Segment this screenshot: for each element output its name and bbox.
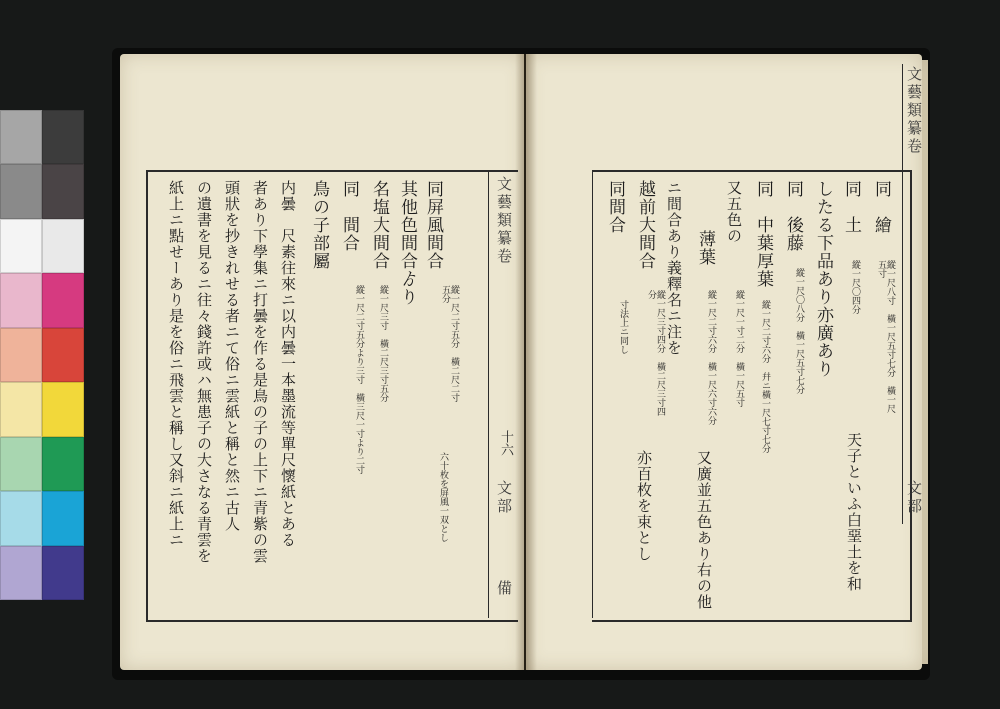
col-echizen: 越前大間合 [635, 180, 655, 270]
col-goto-note: 縱一尺〇八分 橫一尺五寸七分 [794, 268, 804, 394]
col-chuyo-note: 縱一尺二寸六分 幷ニ橫一尺七寸七分 [760, 300, 770, 453]
col-text5: 紙上ニ點せーあり是を俗ニ飛雲と稱し又斜ニ紙上ニ [167, 180, 185, 548]
swatch [42, 110, 84, 164]
col-sono-ta: 其他色間合ゟり [397, 180, 417, 306]
swatch [42, 491, 84, 545]
swatch [42, 273, 84, 327]
swatch [0, 382, 42, 436]
col-gebon: したる下品あり亦廣あり [813, 180, 833, 378]
swatch [0, 328, 42, 382]
col-echizen-note: 縱一尺三寸四分 橫二尺三寸四分 [646, 290, 665, 416]
left-section-label: 文部 [495, 480, 513, 516]
left-page-number: 十六 [498, 430, 513, 456]
col-torinoko: 鳥の子部屬 [309, 180, 329, 270]
col-nashio: 名塩大間合 [369, 180, 389, 270]
right-section-label: 文部 [905, 480, 923, 516]
swatch [0, 491, 42, 545]
col-goshiki-note: 縱一尺一寸二分 橫一尺五寸 [734, 290, 744, 407]
swatch [0, 164, 42, 218]
col-text3: 頭狀を抄きれせる者ニて俗ニ雲紙と稱と然ニ古人 [223, 180, 241, 532]
col-tsuchi-note: 縱一尺〇四分 [850, 260, 860, 314]
swatch [42, 164, 84, 218]
col-maai: ニ間合あり義釋名ニ注を [665, 180, 683, 356]
col-byobu: 同屏風間合 [423, 180, 443, 270]
col-ma: 同 間合 [339, 180, 359, 252]
right-frame-left-rule [592, 170, 593, 618]
right-margin-title: 文藝類纂卷 [905, 66, 923, 156]
col-chuyo: 同 中葉厚葉 [753, 180, 773, 288]
left-section-end: 備 [495, 580, 513, 598]
col-kai: 同 繪 [871, 180, 891, 234]
col-goto: 同 後藤 [783, 180, 803, 252]
col-tsuchi: 同 土 [841, 180, 861, 234]
right-margin-rule [902, 64, 903, 524]
swatch [0, 219, 42, 273]
col-kai-note: 縱一尺八寸 橫一尺五寸七分 橫一尺五寸 [876, 260, 895, 413]
col-text2: 者あり下學集ニ打曇を作る是鳥の子の上下ニ青紫の雲 [251, 180, 269, 564]
col-tsuchi-tail: 天子といふ白堊土を和 [845, 432, 863, 592]
col-text1: 内曇 尺素往來ニ以内曇一本墨流等單尺懷紙とある [279, 180, 297, 548]
swatch [42, 437, 84, 491]
col-byobu-note2: 六十枚を屏風一双とし [438, 452, 448, 542]
col-dou-note: 寸法上ニ同し [618, 300, 628, 354]
swatch [0, 273, 42, 327]
swatch [42, 546, 84, 600]
swatch [0, 546, 42, 600]
swatch [0, 110, 42, 164]
col-usuyo-note: 縱一尺二寸六分 橫一尺六寸六分 [706, 290, 716, 425]
col-goshiki: 又五色の [725, 180, 743, 244]
swatch [0, 437, 42, 491]
swatch [42, 328, 84, 382]
col-text4: の遺書を見るニ往々錢許或ハ無患子の大さなる青雲を [195, 180, 213, 564]
col-byobu-note: 縱一尺二寸五分 橫二尺二寸五分 [440, 285, 459, 402]
left-margin-rule [488, 170, 489, 618]
col-ma-note: 縱一尺二寸五分より三寸 橫三尺一寸より二寸 [354, 285, 364, 474]
left-margin-title: 文藝類纂卷 [495, 176, 513, 266]
col-echizen-tail: 亦百枚を束とし [635, 450, 653, 562]
swatch [42, 382, 84, 436]
book-gutter [515, 54, 537, 670]
col-usuyo-tail: 又廣並五色あり右の他 [695, 450, 713, 610]
col-dou: 同間合 [605, 180, 625, 234]
color-calibration-chart [0, 110, 84, 600]
col-nashio-note: 縱一尺三寸 橫二尺三寸五分 [378, 285, 388, 402]
col-usuyo: 薄葉 [695, 230, 715, 266]
swatch [42, 219, 84, 273]
